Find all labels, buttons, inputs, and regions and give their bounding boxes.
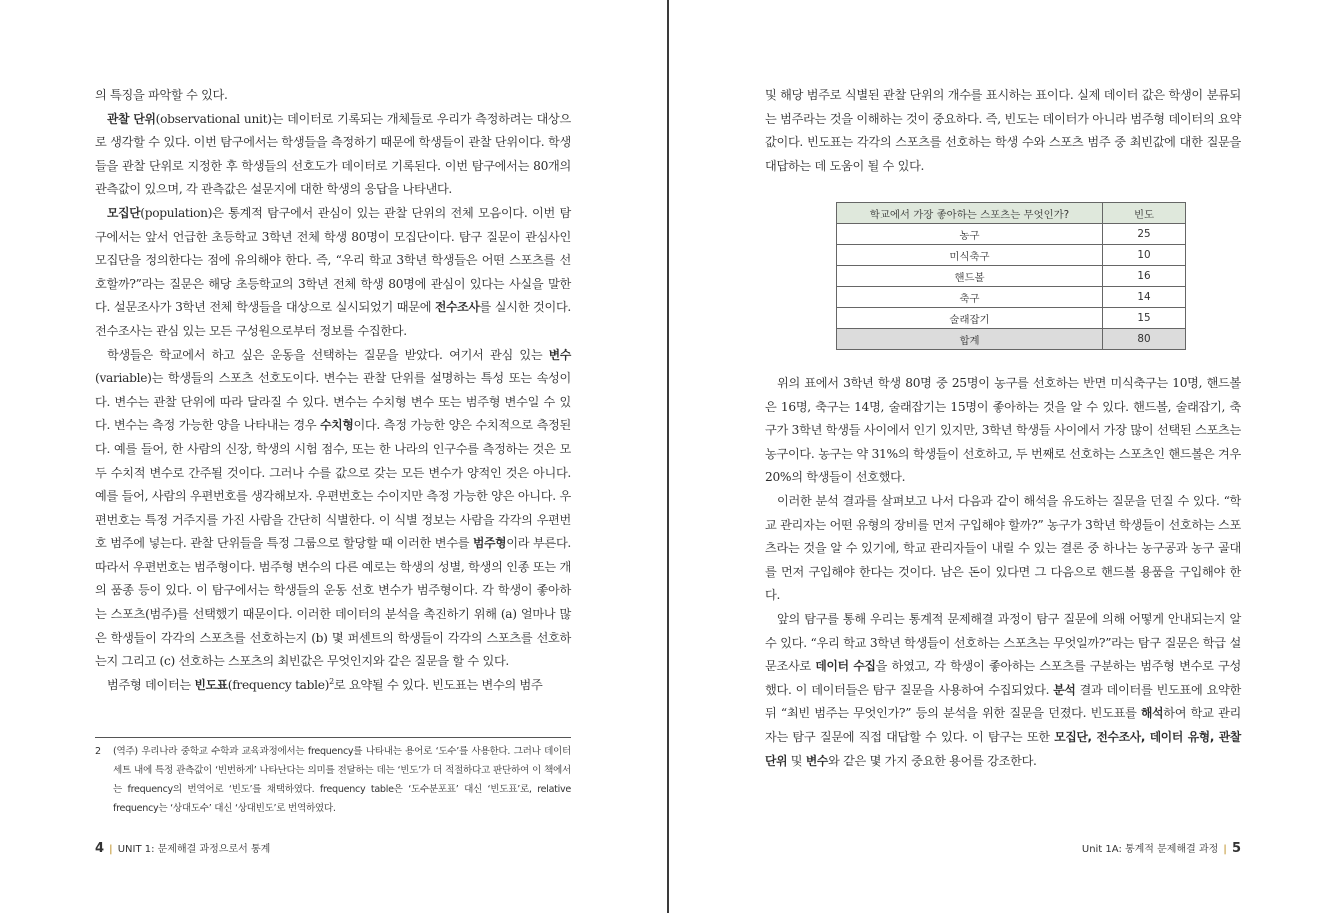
footnote-ref: 2 bbox=[329, 676, 334, 686]
text-run: 를 실시한 것이다. 전수조사는 관심 있는 모든 구성원으로부터 정보를 수집한다. bbox=[95, 300, 571, 338]
text-run: 이러한 분석 결과를 살펴보고 나서 다음과 같이 해석을 유도하는 질문을 던질 수 있다. “학교 관리자는 어떤 유형의 장비를 먼저 구입해야 할까?” 농구가 3학년 학생들이 선호하는 스포츠라는 것을 알 수 있기에, 학교 관리자들이 내릴 수 있는 결론 중 하나는 농구공과 농구 골대를 먼저 구입해야 한다는 것이다. 남은 돈이 있다면 그 다음으로 핸드볼 용품을 구입해야 한다. bbox=[765, 493, 1241, 603]
bold-term: 모집단, 전수조사, 데이터 유형, 관찰 단위 bbox=[765, 729, 1241, 768]
left-page-body bbox=[95, 84, 571, 697]
text-run: 로 요약될 수 있다. 빈도표는 변수의 범주 bbox=[333, 677, 543, 692]
running-footer-left: UNIT 1: 문제해결 과정으로서 통계 bbox=[117, 844, 271, 855]
paragraph bbox=[95, 674, 571, 698]
bold-term: 변수 bbox=[805, 753, 829, 768]
table-row bbox=[837, 224, 1186, 245]
page-gutter bbox=[667, 0, 669, 913]
paragraph bbox=[765, 490, 1241, 608]
sport-cell: 술래잡기 bbox=[837, 308, 1103, 329]
bold-term: 빈도표 bbox=[194, 677, 228, 692]
bold-term: 모집단 bbox=[107, 205, 141, 220]
left-page-footer bbox=[95, 840, 270, 856]
text-run: 학생들은 학교에서 하고 싶은 운동을 선택하는 질문을 받았다. 여기서 관심 있는 bbox=[107, 347, 549, 362]
text-run: 및 bbox=[787, 753, 806, 768]
frequency-cell: 25 bbox=[1103, 224, 1186, 245]
running-footer-right: Unit 1A: 통계적 문제해결 과정 bbox=[1081, 844, 1219, 855]
frequency-cell: 14 bbox=[1103, 287, 1186, 308]
text-run: 범주형 데이터는 bbox=[107, 677, 195, 692]
table-header-frequency: 빈도 bbox=[1103, 203, 1186, 224]
footnote bbox=[95, 742, 571, 818]
text-run: (variable)는 학생들의 스포츠 선호도이다. 변수는 관찰 단위를 설명하는 특성 또는 속성이다. 변수는 관찰 단위에 따라 달라질 수 있다. 변수는 수치형 변수 또는 범주형 변수일 수 있다. 변수는 측정 가능한 양을 나타내는 경우 bbox=[95, 371, 571, 433]
total-value-cell: 80 bbox=[1103, 329, 1186, 350]
table-row bbox=[837, 266, 1186, 287]
text-run: 앞의 탐구를 통해 우리는 통계적 문제해결 과정이 탐구 질문에 의해 어떻게 안내되는지 알 수 있다. “우리 학교 3학년 학생들이 선호하는 스포츠는 무엇일까?”라는 탐구 질문은 학급 설문조사로 bbox=[765, 611, 1241, 674]
sport-cell: 핸드볼 bbox=[837, 266, 1103, 287]
paragraph bbox=[95, 344, 571, 674]
paragraph bbox=[95, 108, 571, 202]
bold-term: 해석 bbox=[1141, 706, 1164, 721]
text-run: (observational unit)는 데이터로 기록되는 개체들로 우리가 측정하려는 대상으로 생각할 수 있다. 이번 탐구에서는 학생들을 측정하기 때문에 학생들이 관찰 단위이다. 학생들을 관찰 단위로 지정한 후 학생들의 선호도가 데이터로 기록된다. 이번 탐구에서는 80개의 관측값이 있으며, 각 관측값은 설문지에 대한 학생의 응답을 나타낸다. bbox=[95, 111, 571, 197]
paragraph bbox=[95, 202, 571, 344]
sport-cell: 축구 bbox=[837, 287, 1103, 308]
paragraph bbox=[765, 372, 1241, 490]
footnote-number: 2 bbox=[95, 746, 101, 757]
bold-term: 변수 bbox=[548, 347, 571, 362]
sport-cell: 미식축구 bbox=[837, 245, 1103, 266]
table-header-question: 학교에서 가장 좋아하는 스포츠는 무엇인가? bbox=[837, 203, 1103, 224]
bold-term: 수치형 bbox=[320, 418, 354, 433]
table-header-row bbox=[837, 203, 1186, 224]
right-page-footer bbox=[1082, 840, 1241, 856]
right-page-body-bottom bbox=[765, 372, 1241, 773]
text-run: 이라 부른다. 따라서 우편번호는 범주형이다. 범주형 변수의 다른 예로는 학생의 성별, 학생의 인종 또는 개의 품종 등이 있다. 이 탐구에서는 학생들의 운동 선호 변수가 범주형이다. 각 학생이 좋아하는 스포츠(범주)를 선택했기 때문이다. 이러한 데이터의 분석을 촉진하기 위해 (a) 얼마나 많은 학생들이 각각의 스포츠를 선호하는지 (b) 몇 퍼센트의 학생들이 각각의 스포츠를 선호하는지 그리고 (c) 선호하는 스포츠의 최빈값은 무엇인지와 같은 질문을 할 수 있다. bbox=[95, 536, 572, 669]
page-number-right: 5 bbox=[1231, 841, 1241, 856]
table-total-row bbox=[837, 329, 1186, 350]
text-run: (frequency table) bbox=[227, 677, 330, 692]
paragraph bbox=[765, 84, 1241, 178]
table-row bbox=[837, 308, 1186, 329]
paragraph bbox=[95, 84, 571, 108]
bold-term: 관찰 단위 bbox=[107, 111, 156, 126]
text-run: 하여 학교 관리자는 탐구 질문에 직접 대답할 수 있다. 이 탐구는 또한 bbox=[765, 706, 1241, 744]
frequency-cell: 15 bbox=[1103, 308, 1186, 329]
page-number-left: 4 bbox=[95, 841, 105, 856]
text-run: 와 같은 몇 가지 중요한 용어를 강조한다. bbox=[828, 753, 1037, 768]
text-run: 을 하였고, 각 학생이 좋아하는 스포츠를 구분하는 범주형 변수로 구성했다. 이 데이터들은 탐구 질문을 사용하여 수집되었다. bbox=[765, 659, 1241, 697]
text-run: 의 특징을 파악할 수 있다. bbox=[95, 88, 228, 102]
frequency-cell: 10 bbox=[1103, 245, 1186, 266]
text-run: 결과 데이터를 빈도표에 요약한 뒤 “최빈 범주는 무엇인가?” 등의 분석을 위한 질문을 던졌다. 빈도표를 bbox=[765, 682, 1241, 721]
bold-term: 전수조사 bbox=[435, 300, 480, 315]
table-row bbox=[837, 245, 1186, 266]
bold-term: 분석 bbox=[1053, 682, 1076, 697]
text-run: 이다. 측정 가능한 양은 수치적으로 측정된다. 예를 들어, 한 사람의 신장, 학생의 시험 점수, 또는 한 나라의 인구수를 측정하는 것은 모두 수치적 변수로 간주될 것이다. 그러나 수를 값으로 갖는 모든 변수가 양적인 것은 아니다. 예를 들어, 사람의 우편번호를 생각해보자. 우편번호는 수이지만 측정 가능한 양은 아니다. 우편번호는 특정 거주지를 가진 사람을 간단히 식별한다. 이 식별 정보는 사람을 각각의 우편번호 범주에 넣는다. 관찰 단위들을 특정 그룹으로 할당할 때 이러한 변수를 bbox=[95, 418, 571, 551]
text-run: 위의 표에서 3학년 학생 80명 중 25명이 농구를 선호하는 반면 미식축구는 10명, 핸드볼은 16명, 축구는 14명, 술래잡기는 15명이 좋아하는 것을 알 수 있다. 핸드볼, 술래잡기, 축구가 3학년 학생들 사이에서 인기 있지만, 3학년 학생들 사이에서 가장 많이 선택된 스포츠는 농구이다. 농구는 약 31%의 학생들이 선호하고, 두 번째로 선호하는 스포츠인 핸드볼은 겨우 20%의 학생들이 선호했다. bbox=[765, 376, 1241, 485]
bold-term: 범주형 bbox=[472, 536, 507, 551]
footer-divider: | bbox=[1223, 844, 1227, 855]
bold-term: 데이터 수집 bbox=[815, 659, 876, 674]
footnote-text: (역주) 우리나라 중학교 수학과 교육과정에서는 frequency를 나타내는 용어로 ‘도수’를 사용한다. 그러나 데이터 세트 내에 특정 관측값이 ‘빈번하게’ 나타난다는 의미를 전달하는 데는 ‘빈도’가 더 적절하다고 판단하여 이 책에서는 frequency의 번역어로 ‘빈도’를 채택하였다. frequency table은 ‘도수분포표’ 대신 ‘빈도표’로, relative frequency는 ‘상대도수’ 대신 ‘상대빈도’로 번역하였다. bbox=[113, 746, 571, 814]
frequency-cell: 16 bbox=[1103, 266, 1186, 287]
text-run: (population)은 통계적 탐구에서 관심이 있는 관찰 단위의 전체 모음이다. 이번 탐구에서는 앞서 언급한 초등학교 3학년 전체 학생 80명이 모집단이다. 탐구 질문이 관심사인 모집단을 정의한다는 점에 유의해야 한다. 즉, “우리 학교 3학년 학생들은 어떤 스포츠를 선호할까?”라는 질문은 해당 초등학교의 3학년 전체 학생 80명에 관심이 있다는 사실을 말한다. 설문조사가 3학년 전체 학생들을 대상으로 실시되었기 때문에 bbox=[95, 205, 571, 315]
right-page-body-top bbox=[765, 84, 1241, 178]
frequency-table bbox=[836, 202, 1186, 350]
footnote-rule bbox=[95, 737, 571, 738]
sport-cell: 농구 bbox=[837, 224, 1103, 245]
footer-divider: | bbox=[109, 844, 113, 855]
paragraph bbox=[765, 608, 1241, 773]
table-row bbox=[837, 287, 1186, 308]
text-run: 및 해당 범주로 식별된 관찰 단위의 개수를 표시하는 표이다. 실제 데이터 값은 학생이 분류되는 범주라는 것을 이해하는 것이 중요하다. 즉, 빈도는 데이터가 아니라 범주형 데이터의 요약값이다. 빈도표는 각각의 스포츠를 선호하는 학생 수와 스포츠 범주 중 최빈값에 대한 질문을 대답하는 데 도움이 될 수 있다. bbox=[765, 88, 1241, 173]
total-label-cell: 합계 bbox=[837, 329, 1103, 350]
